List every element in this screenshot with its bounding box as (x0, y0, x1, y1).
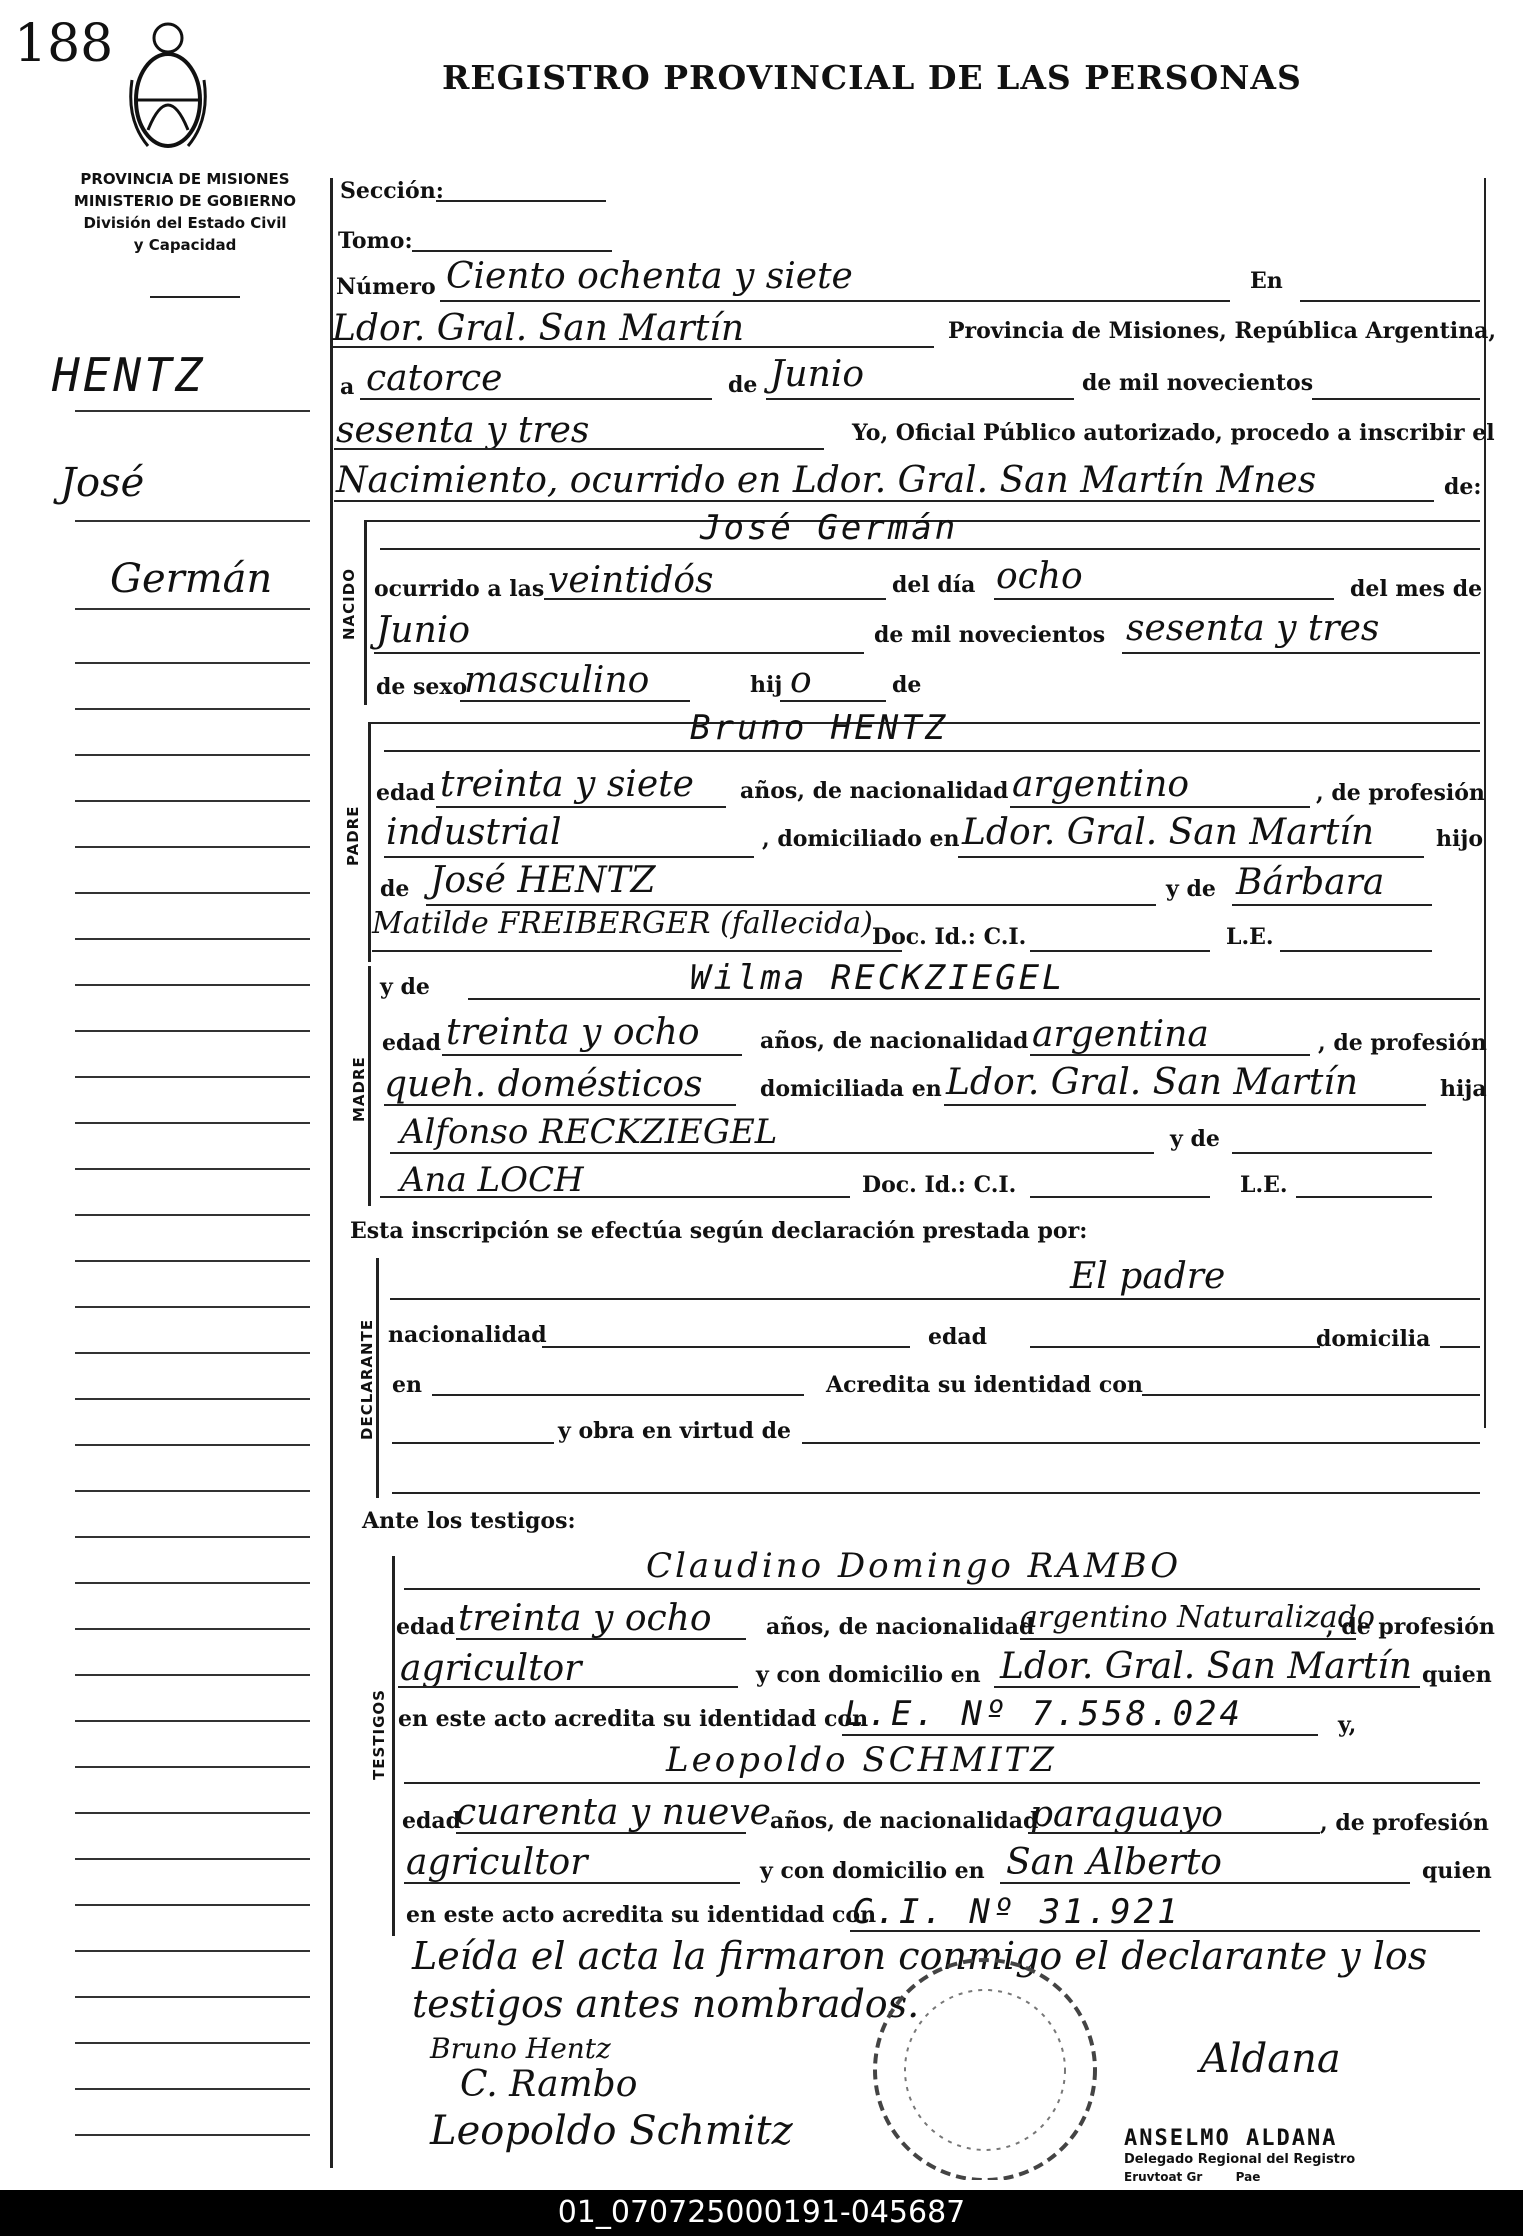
margin-rule (75, 1214, 310, 1216)
margin-rule (75, 1168, 310, 1170)
value-evento: Nacimiento, ocurrido en Ldor. Gral. San Martín Mnes (336, 460, 1317, 501)
value-testigo1-nombre: Claudino Domingo RAMBO (646, 1546, 1182, 1586)
value-madre-edad: treinta y ocho (446, 1012, 700, 1053)
officer-name: ANSELMO ALDANA (1124, 2126, 1338, 2151)
value-anio-inscripcion: sesenta y tres (336, 410, 590, 451)
issuer-line: y Capacidad (133, 236, 237, 254)
label-de-2: de (892, 672, 922, 698)
value-testigo1-documento: L.E. Nº 7.558.024 (844, 1694, 1243, 1734)
issuer-line: MINISTERIO DE GOBIERNO (73, 192, 297, 210)
label-en: En (1250, 268, 1283, 294)
value-padre-domicilio: Ldor. Gral. San Martín (962, 812, 1375, 853)
issuer-line: PROVINCIA DE MISIONES (80, 170, 290, 188)
signature-testigo2: Leopoldo Schmitz (430, 2108, 793, 2154)
label-le-padre: L.E. (1226, 924, 1274, 950)
label-provincia: Provincia de Misiones, República Argentina, (948, 318, 1497, 344)
label-anos-nac-testigo1: años, de nacionalidad (766, 1614, 1035, 1640)
margin-rule (75, 984, 310, 986)
label-en-este-acto-2: en este acto acredita su identidad con (406, 1902, 877, 1928)
label-doc-id-madre: Doc. Id.: C.I. (862, 1172, 1017, 1198)
label-a: a (340, 374, 355, 400)
margin-rule (75, 1030, 310, 1032)
value-declarante: El padre (1070, 1256, 1226, 1297)
margin-rule (75, 608, 310, 610)
margin-rule (75, 2042, 310, 2044)
label-edad-declarante: edad (928, 1324, 988, 1350)
label-nacionalidad-declarante: nacionalidad (388, 1322, 547, 1348)
document-title: REGISTRO PROVINCIAL DE LAS PERSONAS (442, 58, 1302, 97)
margin-rule (75, 1490, 310, 1492)
label-tomo: Tomo: (338, 228, 413, 254)
label-esta-inscripcion: Esta inscripción se efectúa según declaración prestada por: (350, 1218, 1088, 1244)
value-sexo: masculino (464, 660, 650, 701)
margin-surname: HENTZ (52, 348, 206, 402)
margin-rule (75, 520, 310, 522)
margin-rule (75, 1628, 310, 1630)
label-ocurrido: ocurrido a las (374, 576, 545, 602)
margin-rule (75, 1122, 310, 1124)
margin-rule (75, 938, 310, 940)
value-padre-profesion: industrial (386, 812, 562, 853)
margin-rule (75, 708, 310, 710)
margin-rule (75, 2088, 310, 2090)
margin-rule (75, 662, 310, 664)
issuer-line: División del Estado Civil (83, 214, 287, 232)
value-testigo1-nacionalidad: argentino Naturalizado (1020, 1600, 1375, 1635)
margin-rule (75, 1260, 310, 1262)
label-hija: hija (1440, 1076, 1487, 1102)
label-y-de-madre-2: y de (1170, 1126, 1220, 1152)
officer-place: Eruvtoat Gr Pae (1124, 2170, 1261, 2184)
section-label-declarante: DECLARANTE (358, 1318, 376, 1440)
value-testigo2-profesion: agricultor (406, 1842, 588, 1883)
value-testigo2-documento: C.I. Nº 31.921 (852, 1892, 1181, 1932)
label-acredita-id: Acredita su identidad con (826, 1372, 1143, 1398)
value-testigo2-nacionalidad: paraguayo (1030, 1794, 1223, 1835)
section-label-nacido: NACIDO (340, 568, 358, 640)
margin-rule (75, 2134, 310, 2136)
margin-name-second: Germán (110, 556, 273, 602)
label-edad-testigo1: edad (396, 1614, 456, 1640)
label-de-mil-nov: de mil novecientos (874, 622, 1106, 648)
value-abuelo-materno: Alfonso RECKZIEGEL (400, 1112, 778, 1152)
signature-declarante: Bruno Hentz (430, 2032, 611, 2065)
label-profesion-madre: , de profesión (1318, 1030, 1487, 1056)
label-edad-madre: edad (382, 1030, 442, 1056)
value-numero: Ciento ochenta y siete (446, 256, 853, 297)
margin-rule (75, 800, 310, 802)
margin-rule (75, 892, 310, 894)
margin-rule (75, 1076, 310, 1078)
label-de-mil: de mil novecientos (1082, 370, 1314, 396)
label-profesion-testigo2: , de profesión (1320, 1810, 1489, 1836)
value-testigo2-domicilio: San Alberto (1006, 1842, 1222, 1883)
margin-rule (75, 754, 310, 756)
label-quien-1: quien (1422, 1662, 1492, 1688)
officer-title: Delegado Regional del Registro (1124, 2152, 1356, 2167)
label-seccion: Sección: (340, 178, 444, 204)
margin-name-first: José (60, 460, 145, 506)
label-edad-testigo2: edad (402, 1808, 462, 1834)
label-hijo: hijo (1436, 826, 1483, 852)
label-y-de-padre: y de (1166, 876, 1216, 902)
value-padre-nacionalidad: argentino (1012, 764, 1190, 805)
value-anio-nacimiento: sesenta y tres (1126, 608, 1380, 649)
label-anos-nac-madre: años, de nacionalidad (760, 1028, 1029, 1054)
label-y-obra: y obra en virtud de (558, 1418, 791, 1444)
value-abuela-paterna-2: Matilde FREIBERGER (fallecida) (372, 906, 873, 941)
value-madre-nacionalidad: argentina (1032, 1014, 1209, 1055)
closing-text-1: Leída el acta la firmaron conmigo el declarante y los (412, 1934, 1428, 1978)
label-y-con-dom-1: y con domicilio en (756, 1662, 981, 1688)
label-en-este-acto-1: en este acto acredita su identidad con (398, 1706, 869, 1732)
issuer-block (50, 168, 320, 256)
coat-of-arms-icon (128, 20, 208, 160)
label-profesion-testigo1: , de profesión (1326, 1614, 1495, 1640)
value-mes-inscripcion: Junio (770, 354, 864, 395)
label-de-colon: de: (1444, 474, 1482, 500)
value-padre-nombre: Bruno HENTZ (690, 708, 949, 748)
label-hij: hij (750, 672, 783, 698)
value-testigo1-edad: treinta y ocho (458, 1598, 712, 1639)
label-y-de-madre: y de (380, 974, 430, 1000)
label-del-dia: del día (892, 572, 976, 598)
margin-rule (75, 846, 310, 848)
value-abuelo-paterno: José HENTZ (430, 860, 656, 901)
margin-rule (75, 1352, 310, 1354)
margin-rule (75, 1536, 310, 1538)
label-numero: Número (336, 274, 436, 300)
folio-number: 188 (14, 14, 114, 74)
margin-rule (75, 1306, 310, 1308)
margin-rule (75, 1766, 310, 1768)
footer-id: 01_070725000191-045687 (0, 2190, 1523, 2236)
value-hij-suffix: o (790, 660, 812, 701)
margin-rule (75, 1996, 310, 1998)
signature-testigo1: C. Rambo (460, 2064, 638, 2105)
margin-rule (75, 1720, 310, 1722)
label-de-sexo: de sexo (376, 674, 468, 700)
label-quien-2: quien (1422, 1858, 1492, 1884)
value-hora: veintidós (548, 560, 714, 601)
label-domicilia: domicilia (1316, 1326, 1431, 1352)
label-doc-id-padre: Doc. Id.: C.I. (872, 924, 1027, 950)
label-anos-nac-testigo2: años, de nacionalidad (770, 1808, 1039, 1834)
value-testigo2-nombre: Leopoldo SCHMITZ (666, 1740, 1057, 1780)
closing-text-2: testigos antes nombrados. (412, 1982, 920, 2026)
value-testigo1-profesion: agricultor (400, 1648, 582, 1689)
label-domiciliado: , domiciliado en (762, 826, 960, 852)
value-lugar: Ldor. Gral. San Martín (332, 308, 745, 349)
value-padre-edad: treinta y siete (440, 764, 694, 805)
section-label-madre: MADRE (350, 1056, 368, 1122)
section-label-testigos: TESTIGOS (370, 1689, 388, 1780)
value-madre-profesion: queh. domésticos (384, 1064, 703, 1105)
label-profesion-padre: , de profesión (1316, 780, 1485, 806)
label-edad-padre: edad (376, 780, 436, 806)
margin-rule (75, 1858, 310, 1860)
value-mes-nacimiento: Junio (376, 610, 470, 651)
official-seal-icon (850, 1940, 1120, 2180)
label-ante-testigos: Ante los testigos: (362, 1508, 576, 1534)
value-testigo1-domicilio: Ldor. Gral. San Martín (1000, 1646, 1413, 1687)
margin-rule (75, 1812, 310, 1814)
label-de: de (728, 372, 758, 398)
value-madre-domicilio: Ldor. Gral. San Martín (946, 1062, 1359, 1103)
label-y-comma: y, (1338, 1712, 1357, 1738)
label-en-declarante: en (392, 1372, 422, 1398)
margin-rule (75, 1582, 310, 1584)
value-dia-inscripcion: catorce (366, 358, 503, 399)
label-de-3: de (380, 876, 410, 902)
label-le-madre: L.E. (1240, 1172, 1288, 1198)
value-testigo2-edad: cuarenta y nueve (456, 1792, 771, 1833)
value-dia-nacimiento: ocho (996, 556, 1083, 597)
label-domiciliada: domiciliada en (760, 1076, 942, 1102)
margin-rule (75, 1398, 310, 1400)
label-y-con-dom-2: y con domicilio en (760, 1858, 985, 1884)
label-anos-nac-padre: años, de nacionalidad (740, 778, 1009, 804)
section-label-padre: PADRE (344, 805, 362, 866)
label-yo-oficial: Yo, Oficial Público autorizado, procedo a inscribir el (852, 420, 1495, 446)
label-del-mes: del mes de (1350, 576, 1483, 602)
margin-rule (75, 1444, 310, 1446)
value-madre-nombre: Wilma RECKZIEGEL (690, 958, 1066, 998)
margin-rule (75, 410, 310, 412)
margin-rule (75, 1950, 310, 1952)
margin-rule (75, 1674, 310, 1676)
value-abuela-materna: Ana LOCH (400, 1160, 584, 1200)
value-abuela-paterna-1: Bárbara (1236, 862, 1385, 903)
signature-officer: Aldana (1200, 2036, 1341, 2082)
margin-rule (75, 1904, 310, 1906)
value-nombre-nacido: José Germán (700, 508, 959, 548)
